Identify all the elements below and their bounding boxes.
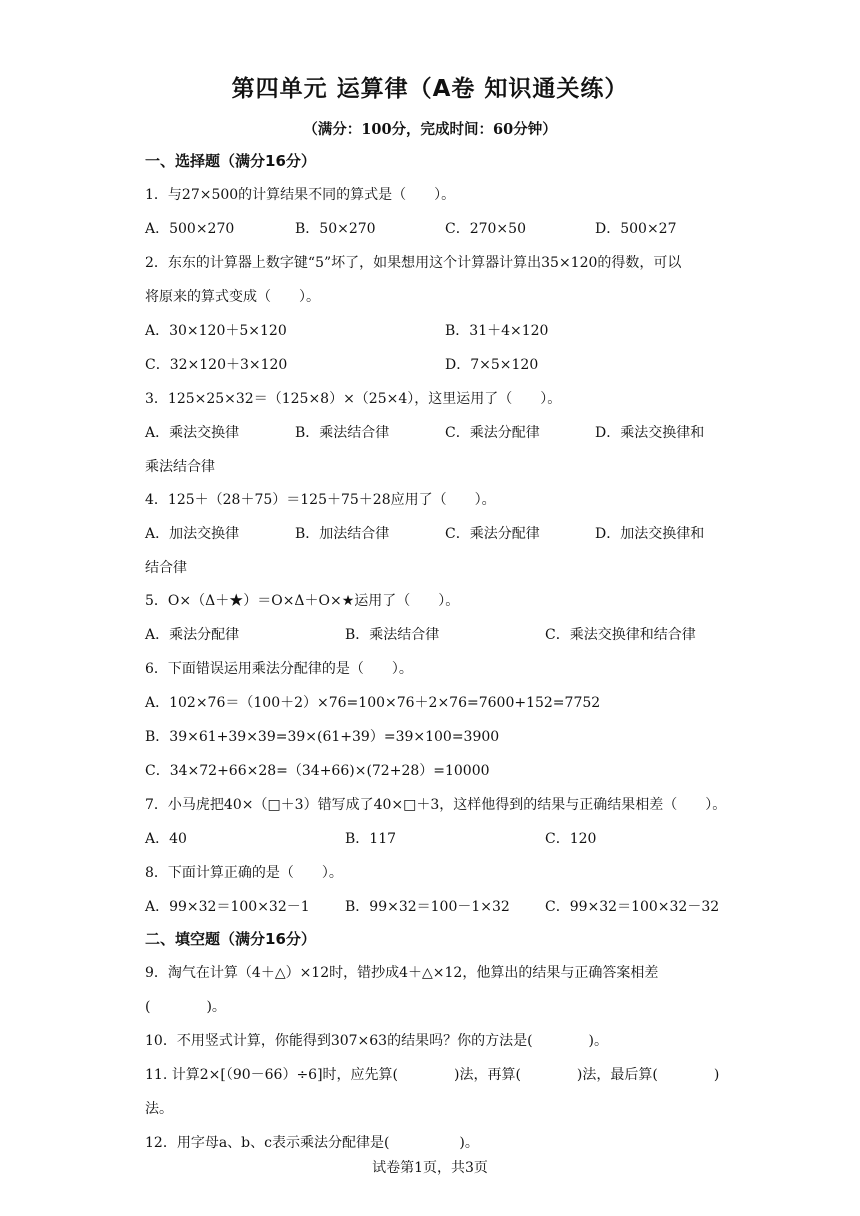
question-7: 7．小马虎把40×（□＋3）错写成了40×□＋3，这样他得到的结果与正确结果相差（ ）。: [145, 797, 727, 813]
q2-option-d: D．7×5×120: [445, 357, 539, 373]
question-12: 12．用字母a、b、c表示乘法分配律是( )。: [145, 1135, 479, 1151]
q2-option-b: B．31＋4×120: [445, 323, 549, 339]
q8-option-a: A．99×32＝100×32－1: [145, 899, 310, 915]
q7-option-b: B．117: [345, 831, 397, 847]
question-11: 11. 计算2×[（90－66）÷6]时，应先算( )法，再算( )法，最后算( ): [145, 1067, 720, 1083]
q6-option-c: C．34×72+66×28=（34+66)×(72+28）=10000: [145, 763, 490, 779]
q2-option-c: C．32×120＋3×120: [145, 357, 288, 373]
page-footer: 试卷第1页，共3页: [372, 1160, 488, 1176]
question-8: 8．下面计算正确的是（ ）。: [145, 865, 343, 881]
q3-option-c: C．乘法分配律: [445, 425, 540, 441]
q3-option-a: A．乘法交换律: [145, 425, 240, 441]
q1-option-b: B．50×270: [295, 221, 376, 237]
q3-option-b: B．乘法结合律: [295, 425, 390, 441]
question-5: 5．O×（Δ＋★）＝O×Δ＋O×★运用了（ ）。: [145, 593, 460, 609]
q8-option-c: C．99×32＝100×32－32: [545, 899, 720, 915]
q4-option-a: A．加法交换律: [145, 526, 240, 542]
q1-option-a: A．500×270: [145, 221, 235, 237]
question-11-cont: 法。: [145, 1101, 173, 1117]
q5-option-b: B．乘法结合律: [345, 627, 440, 643]
q4-option-c: C．乘法分配律: [445, 526, 540, 542]
question-4: 4．125＋（28＋75）＝125＋75＋28应用了（ ）。: [145, 492, 496, 508]
q8-option-b: B．99×32＝100－1×32: [345, 899, 510, 915]
q1-option-c: C．270×50: [445, 221, 526, 237]
q7-option-a: A．40: [145, 831, 187, 847]
question-1: 1．与27×500的计算结果不同的算式是（ ）。: [145, 187, 456, 203]
question-9: 9．淘气在计算（4＋△）×12时，错抄成4＋△×12，他算出的结果与正确答案相差: [145, 965, 659, 981]
q3-option-d-cont: 乘法结合律: [145, 459, 215, 475]
section-heading-choice: 一、选择题（满分16分）: [145, 152, 316, 170]
page-title: 第四单元 运算律（A卷 知识通关练）: [231, 76, 629, 102]
q2-option-a: A．30×120＋5×120: [145, 323, 287, 339]
q1-option-d: D．500×27: [595, 221, 677, 237]
q4-option-d-cont: 结合律: [145, 560, 187, 576]
page-subtitle: （满分：100分，完成时间：60分钟）: [303, 121, 557, 138]
question-10: 10．不用竖式计算，你能得到307×63的结果吗？你的方法是( )。: [145, 1033, 609, 1049]
q7-option-c: C．120: [545, 831, 597, 847]
q5-option-a: A．乘法分配律: [145, 627, 240, 643]
section-heading-fill: 二、填空题（满分16分）: [145, 930, 316, 948]
q3-option-d: D．乘法交换律和: [595, 425, 705, 441]
q6-option-b: B．39×61+39×39=39×(61+39）=39×100=3900: [145, 729, 500, 745]
q6-option-a: A．102×76＝（100＋2）×76=100×76＋2×76=7600+152=7752: [145, 695, 601, 711]
question-3: 3．125×25×32＝（125×8）×（25×4），这里运用了（ ）。: [145, 391, 562, 407]
question-2: 2．东东的计算器上数字键“5”坏了，如果想用这个计算器计算出35×120的得数，可以: [145, 255, 682, 271]
q4-option-b: B．加法结合律: [295, 526, 390, 542]
question-2-cont: 将原来的算式变成（ ）。: [145, 289, 320, 305]
question-9-cont: ( )。: [145, 999, 226, 1015]
question-6: 6．下面错误运用乘法分配律的是（ ）。: [145, 661, 413, 677]
q5-option-c: C．乘法交换律和结合律: [545, 627, 696, 643]
q4-option-d: D．加法交换律和: [595, 526, 705, 542]
